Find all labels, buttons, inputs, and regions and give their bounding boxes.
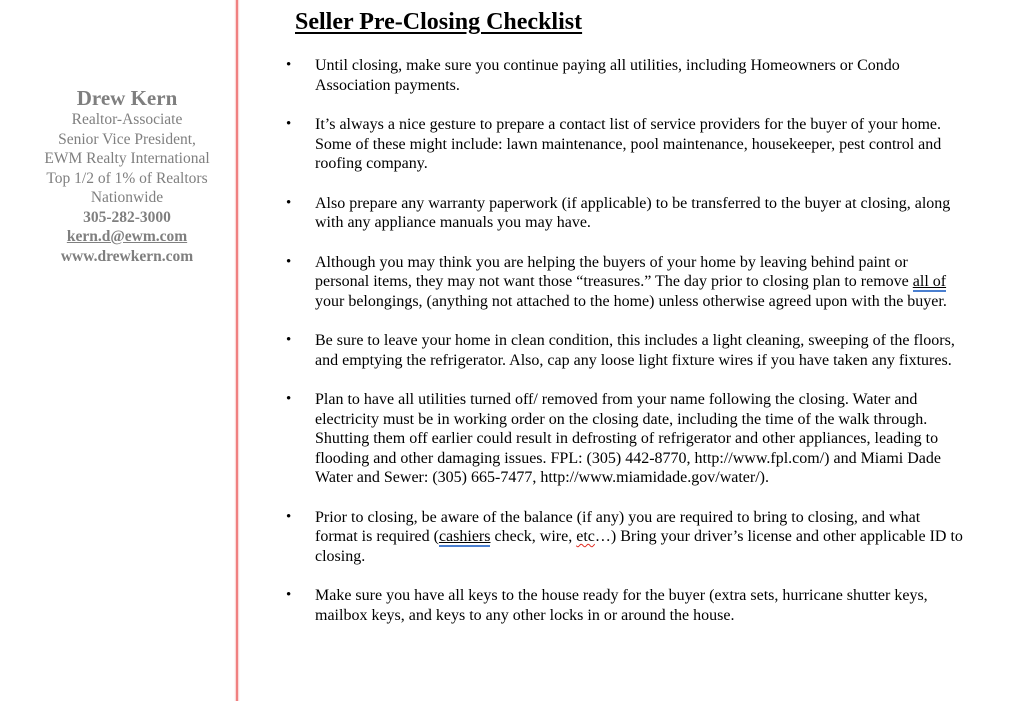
contact-role-line: EWM Realty International xyxy=(44,150,210,167)
checklist-item xyxy=(255,508,970,567)
bullet-icon: • xyxy=(286,391,292,407)
checklist-item xyxy=(255,253,970,312)
checklist-item-text: Be sure to leave your home in clean condition, this includes a light cleaning, sweeping of the floors, and emptying the refrigerator. Also, cap any loose light fixture wires if you have taken any fixtures. xyxy=(315,332,955,369)
contact-name: Drew Kern xyxy=(76,86,178,110)
bullet-icon: • xyxy=(286,253,292,270)
page-title: Seller Pre-Closing Checklist xyxy=(295,9,583,35)
checklist-item-text: Although you may think you are helping the buyers of your home by leaving behind paint or personal items, they may not want those “treasures.” The day prior to closing plan to remove all of your belongings, (anything not attached to the home) unless otherwise agreed upon with the buyer. xyxy=(315,253,947,310)
bullet-icon: • xyxy=(286,194,292,211)
checklist-item xyxy=(255,586,970,625)
contact-role-line: Top 1/2 of 1% of Realtors xyxy=(46,169,208,187)
contact-block xyxy=(18,86,236,266)
checklist-item-text: It’s always a nice gesture to prepare a contact list of service providers for the buyer of your home. Some of these might include: lawn maintenance, pool maintenance, housekeeper, pest control and roofing company. xyxy=(315,116,942,172)
checklist-item xyxy=(255,390,970,488)
checklist xyxy=(255,56,970,625)
checklist-item-text: Plan to have all utilities turned off/ removed from your name following the closing. Water and electricity must be in working order on the closing date, including the time of the walk through. Shutting them off earlier could result in defrosting of refrigerator and other appliances, leading to flooding and other damaging issues. FPL: (305) 442-8770, http://www.fpl.com/) and Miami Dade Water and Sewer: (305) 665-7477, http://www.miamidade.gov/water/). xyxy=(315,391,941,486)
contact-phone: 305-282-3000 xyxy=(83,208,171,226)
checklist-item-text: Until closing, make sure you continue paying all utilities, including Homeowners or Condo Association payments. xyxy=(315,57,900,94)
bullet-icon: • xyxy=(286,116,292,132)
contact-role-line: Realtor-Associate xyxy=(71,111,183,128)
contact-role-line: Nationwide xyxy=(90,189,164,206)
contact-website: www.drewkern.com xyxy=(60,247,194,265)
contact-email-link[interactable]: kern.d@ewm.com xyxy=(66,228,188,245)
contact-role-line: Senior Vice President, xyxy=(58,130,196,148)
contact-sidebar xyxy=(0,0,236,701)
page-margin-line xyxy=(236,0,238,701)
checklist-item-text: Make sure you have all keys to the house ready for the buyer (extra sets, hurricane shutter keys, mailbox keys, and keys to any other locks in or around the house. xyxy=(315,587,928,624)
bullet-icon: • xyxy=(286,332,292,348)
bullet-icon: • xyxy=(286,508,292,525)
bullet-icon: • xyxy=(286,587,292,603)
grammar-flagged-underlined-text: all of xyxy=(912,273,947,290)
checklist-item xyxy=(255,194,970,233)
checklist-item-text: Also prepare any warranty paperwork (if applicable) to be transferred to the buyer at closing, along with any appliance manuals you may have. xyxy=(315,194,951,231)
contact-role-lines xyxy=(18,110,236,208)
checklist-item-text: Prior to closing, be aware of the balance (if any) you are required to bring to closing, and what format is required (cashiers check, wire, etc…) Bring your driver’s license and other applicable ID to closing. xyxy=(315,508,963,565)
checklist-item xyxy=(255,115,970,174)
grammar-flagged-underlined-text: cashiers xyxy=(438,528,491,545)
bullet-icon: • xyxy=(286,57,292,73)
checklist-item xyxy=(255,56,970,95)
checklist-item xyxy=(255,331,970,370)
checklist-content xyxy=(255,0,970,645)
spellcheck-flagged-text: etc xyxy=(576,528,595,545)
